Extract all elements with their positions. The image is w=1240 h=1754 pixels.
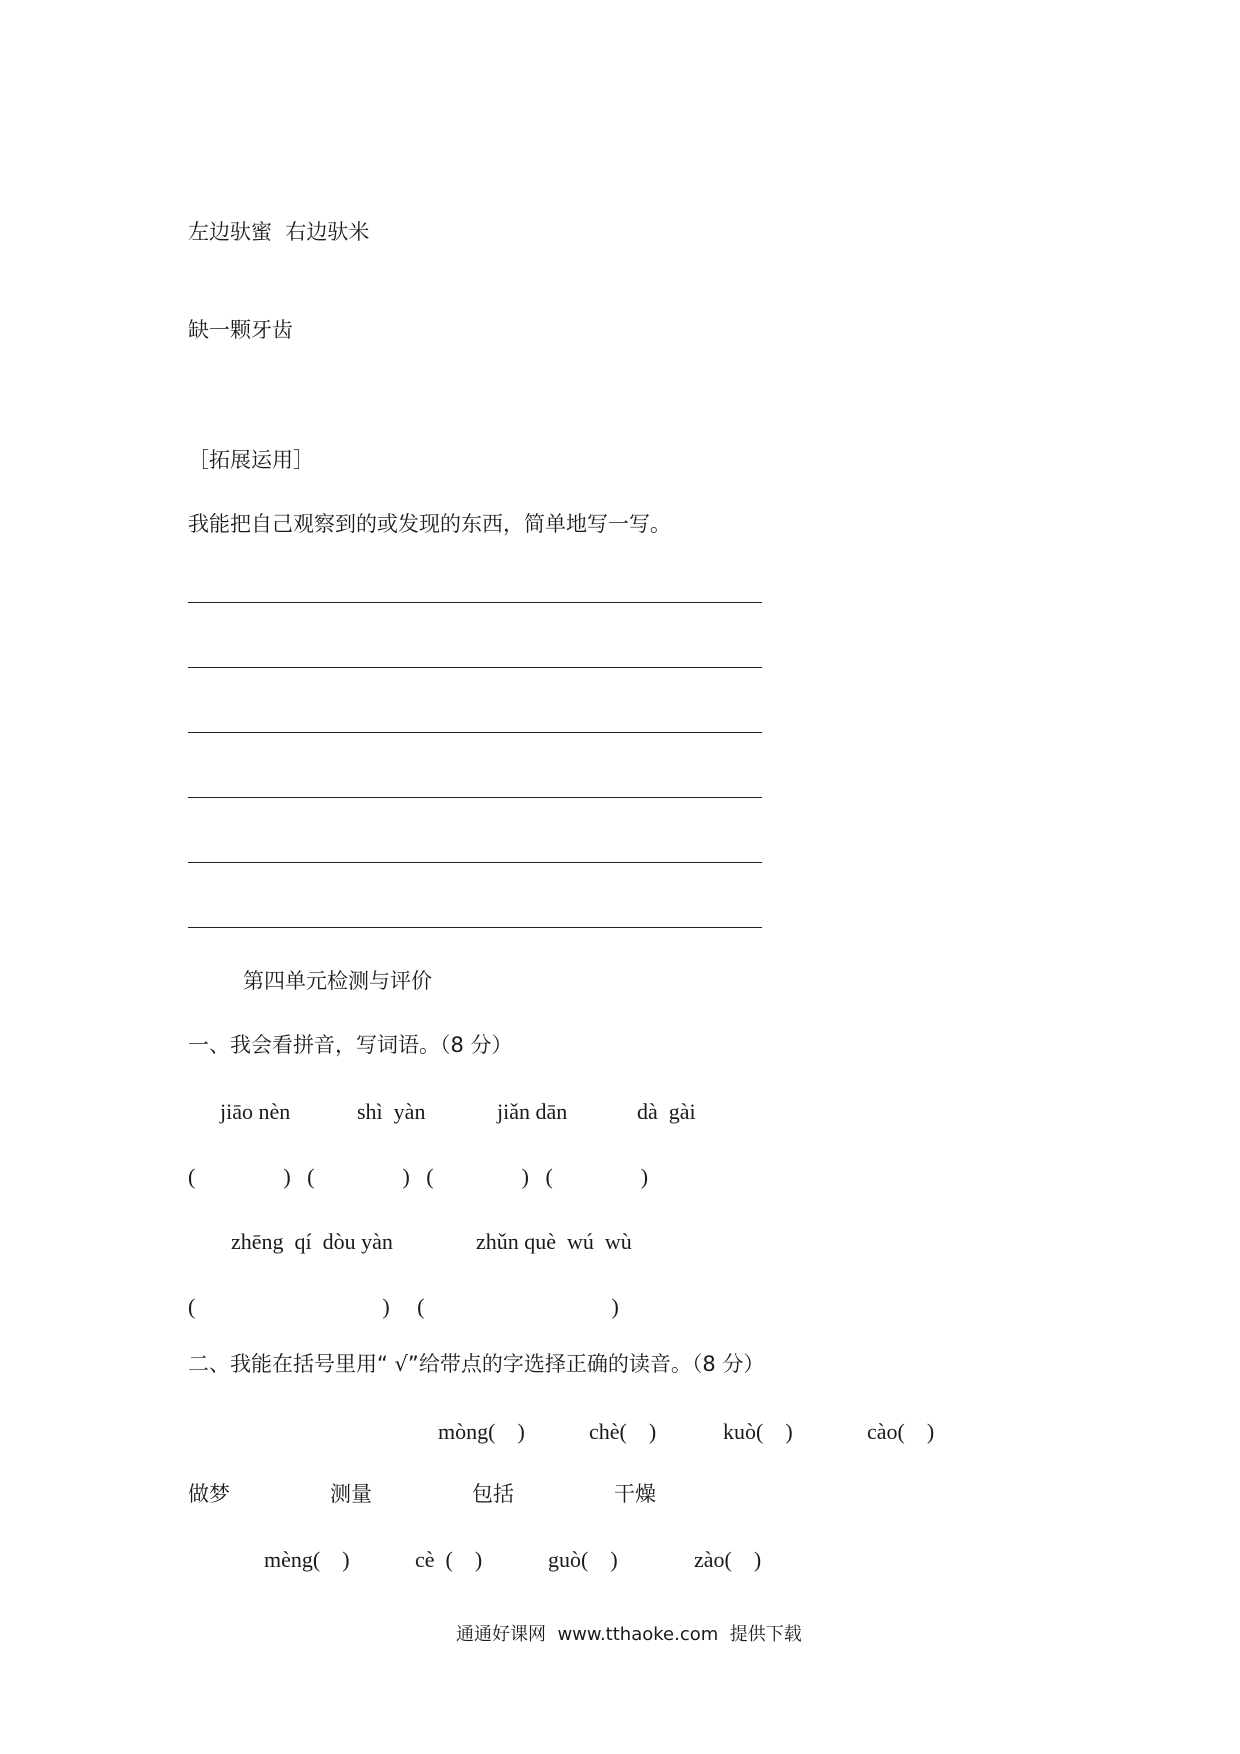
reading-option[interactable]: cào( ) — [867, 1419, 935, 1444]
riddle-line-2: 缺一颗牙齿 — [188, 318, 293, 342]
writing-line[interactable] — [188, 797, 762, 798]
pinyin-item: jiāo nèn — [220, 1099, 291, 1124]
reading-option[interactable]: cè ( ) — [415, 1547, 483, 1572]
q1-heading: 一、我会看拼音，写词语。（8 分） — [188, 1033, 513, 1057]
footer-source: 通通好课网 www.tthaoke.com 提供下载 — [456, 1624, 802, 1645]
answer-blanks-row-1[interactable]: ( ) ( ) ( ) ( ) — [188, 1164, 649, 1189]
reading-option[interactable]: mòng( ) — [438, 1419, 525, 1444]
writing-line[interactable] — [188, 862, 762, 863]
writing-line[interactable] — [188, 667, 762, 668]
extension-prompt: 我能把自己观察到的或发现的东西，简单地写一写。 — [188, 512, 671, 536]
writing-line[interactable] — [188, 732, 762, 733]
writing-line[interactable] — [188, 602, 762, 603]
unit-test-title: 第四单元检测与评价 — [243, 969, 432, 993]
writing-line[interactable] — [188, 927, 762, 928]
pinyin-item: zhǔn què wú wù — [476, 1229, 632, 1254]
reading-option[interactable]: kuò( ) — [723, 1419, 793, 1444]
reading-option[interactable]: guò( ) — [548, 1547, 618, 1572]
word-item: 测量 — [330, 1482, 372, 1506]
answer-blanks-row-2[interactable]: ( ) ( ) — [188, 1294, 619, 1319]
pinyin-item: shì yàn — [357, 1099, 426, 1124]
extension-heading: ［拓展运用］ — [188, 448, 314, 472]
reading-option[interactable]: zào( ) — [694, 1547, 762, 1572]
pinyin-item: dà gài — [637, 1099, 696, 1124]
q2-heading: 二、我能在括号里用“ √”给带点的字选择正确的读音。（8 分） — [188, 1352, 765, 1376]
word-item: 包括 — [472, 1482, 514, 1506]
word-item: 做梦 — [188, 1482, 230, 1506]
word-item: 干燥 — [614, 1482, 656, 1506]
reading-option[interactable]: chè( ) — [589, 1419, 657, 1444]
pinyin-item: jiǎn dān — [497, 1099, 568, 1124]
pinyin-item: zhēng qí dòu yàn — [231, 1229, 393, 1254]
reading-option[interactable]: mèng( ) — [264, 1547, 350, 1572]
riddle-line-1: 左边驮蜜 右边驮米 — [188, 220, 370, 244]
